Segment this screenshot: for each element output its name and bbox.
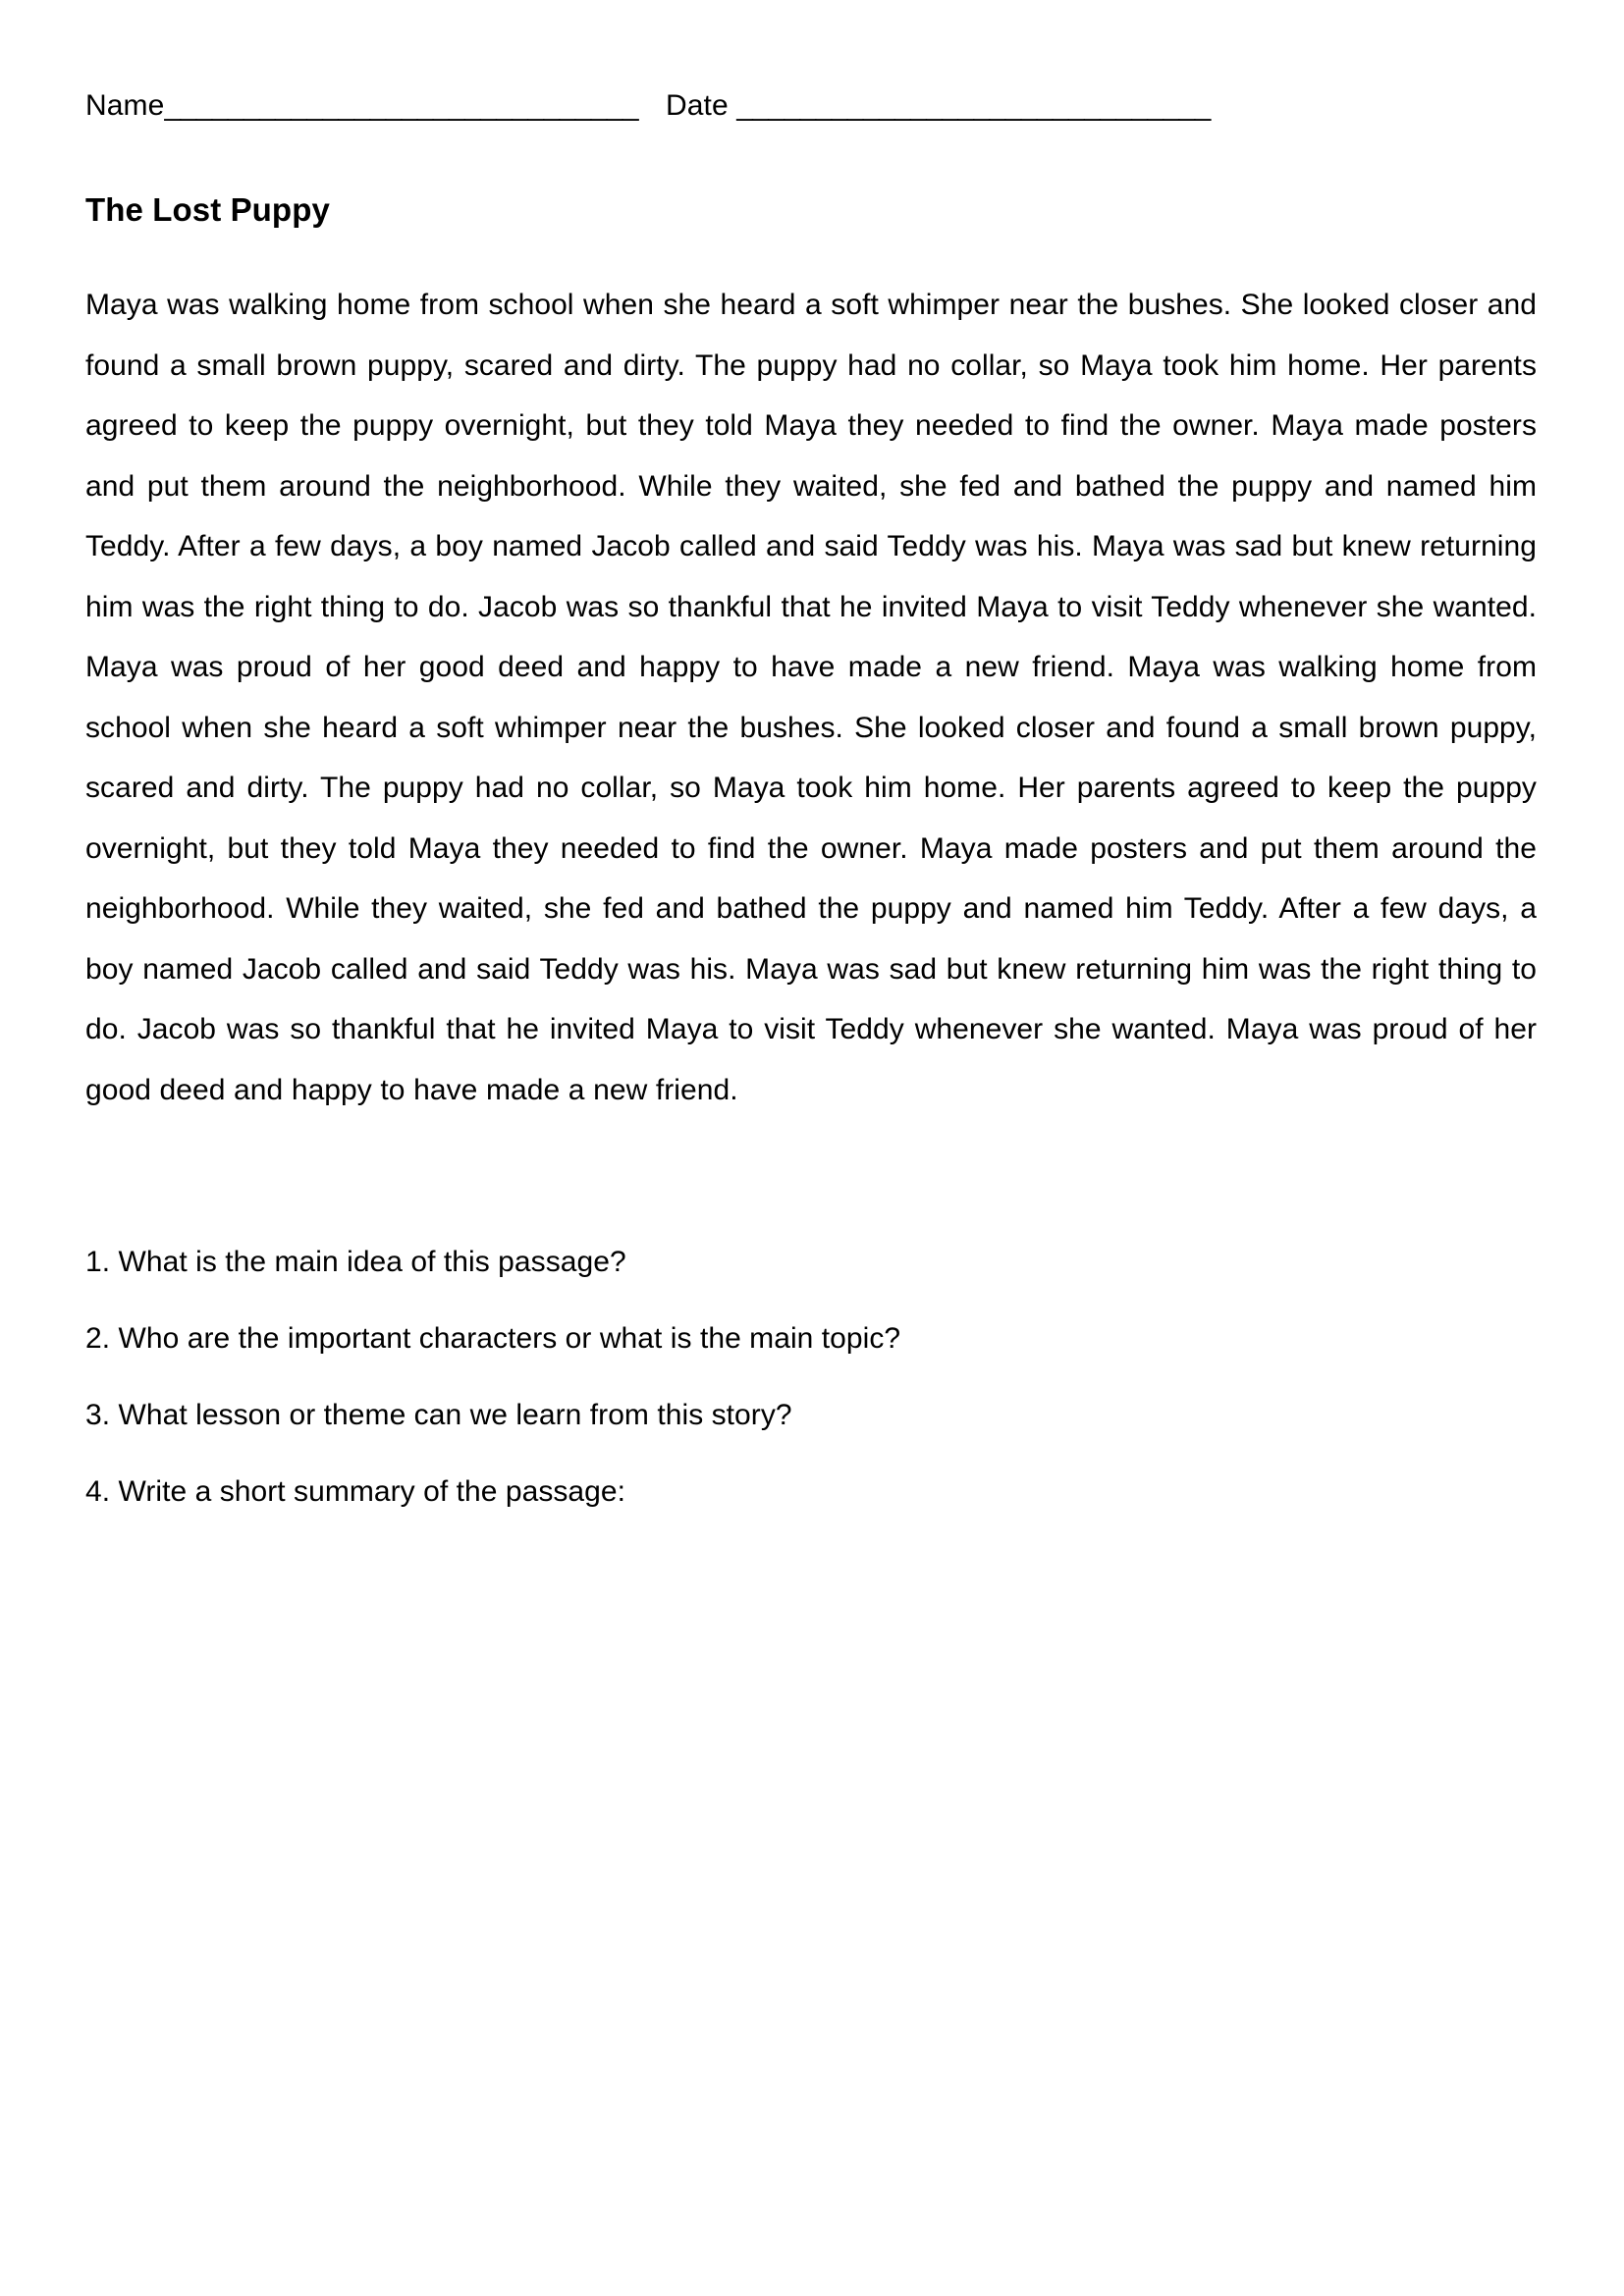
- name-write-in-line[interactable]: ______________________________: [164, 89, 638, 122]
- question-item: 2. Who are the important characters or what is the main topic?: [85, 1322, 901, 1355]
- question-item: 3. What lesson or theme can we learn from this story?: [85, 1399, 792, 1431]
- reading-passage: Maya was walking home from school when she heard a soft whimper near the bushes. She looked closer and found a small brown puppy, scared and dirty. The puppy had no collar, so Maya took him home. Her parents agreed to keep the puppy overnight, but they told Maya they needed to find the owner. Maya made posters and put them around the neighborhood. While they waited, she fed and bathed the puppy and named him Teddy. After a few days, a boy named Jacob called and said Teddy was his. Maya was sad but knew returning him was the right thing to do. Jacob was so thankful that he invited Maya to visit Teddy whenever she wanted. Maya was proud of her good deed and happy to have made a new friend. Maya was walking home from school when she heard a soft whimper near the bushes. She looked closer and found a small brown puppy, scared and dirty. The puppy had no collar, so Maya took him home. Her parents agreed to keep the puppy overnight, but they told Maya they needed to find the owner. Maya made posters and put them around the neighborhood. While they waited, she fed and bathed the puppy and named him Teddy. After a few days, a boy named Jacob called and said Teddy was his. Maya was sad but knew returning him was the right thing to do. Jacob was so thankful that he invited Maya to visit Teddy whenever she wanted. Maya was proud of her good deed and happy to have made a new friend.: [85, 289, 1537, 1106]
- page-title: The Lost Puppy: [85, 191, 330, 229]
- question-item: 1. What is the main idea of this passage?: [85, 1246, 626, 1278]
- name-date-header: [85, 86, 1537, 126]
- date-write-in-line[interactable]: ______________________________: [736, 89, 1211, 122]
- date-label: Date: [665, 89, 729, 122]
- name-label: Name: [85, 89, 165, 122]
- question-item: 4. Write a short summary of the passage:: [85, 1475, 626, 1508]
- questions-list: [85, 1243, 1537, 1512]
